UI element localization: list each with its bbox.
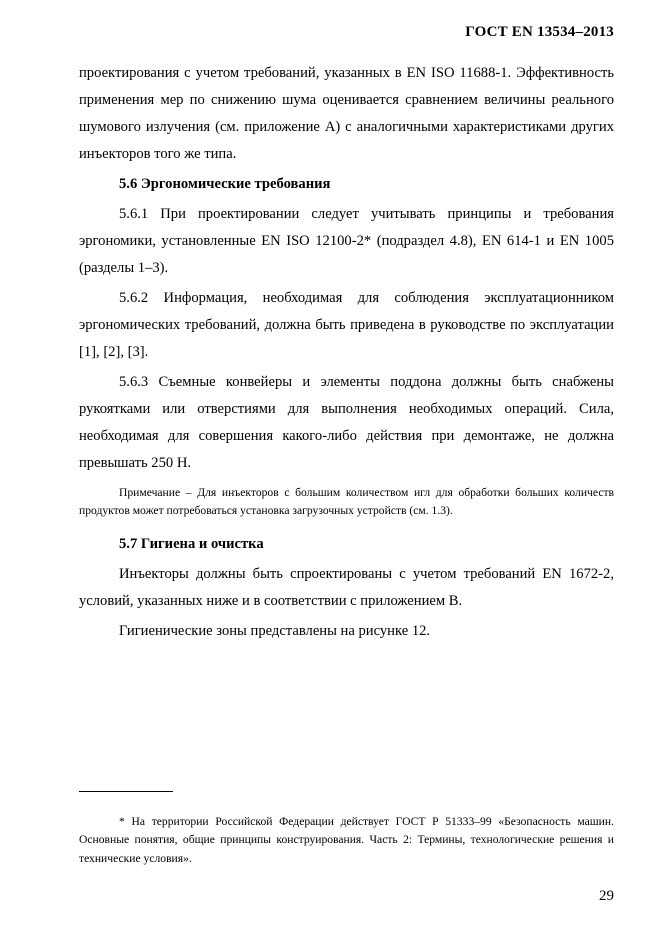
paragraph-5-6-3: 5.6.3 Съемные конвейеры и элементы поддона должны быть снабжены рукоятками или отверстиями для выполнения необходимых операций. Сила, необходимая для совершения какого-либо действия при демонтаже, не должна превышать 250 Н. xyxy=(79,374,614,471)
paragraph-5-7-zones: Гигиенические зоны представлены на рисунке 12. xyxy=(119,623,431,639)
paragraph-5-6-1: 5.6.1 При проектировании следует учитывать принципы и требования эргономики, установленные EN ISO 12100-2* (подраздел 4.8), EN 614-1 и EN 1005 (разделы 1–3). xyxy=(79,206,614,276)
standard-code-header: ГОСТ EN 13534–2013 xyxy=(465,24,614,40)
page-body xyxy=(79,60,614,645)
page-number: 29 xyxy=(599,888,614,904)
paragraph-continuation: проектирования с учетом требований, указанных в EN ISO 11688-1. Эффективность применения мер по снижению шума оценивается сравнением величины реального шумового излучения (см. приложение А) с аналогичными характеристиками других инъекторов того же типа. xyxy=(79,65,614,162)
note-label: Примечание xyxy=(119,486,181,499)
paragraph-5-6-2: 5.6.2 Информация, необходимая для соблюдения эксплуатационником эргономических требований, должна быть приведена в руководстве по эксплуатации [1], [2], [3]. xyxy=(79,290,614,360)
footnote: * На территории Российской Федерации действует ГОСТ Р 51333–99 «Безопасность машин. Основные понятия, общие принципы конструирования. Часть 2: Термины, технологические решения и технические условия». xyxy=(79,814,614,865)
footnote-separator xyxy=(79,791,173,792)
note xyxy=(79,484,614,519)
note-text: – Для инъекторов с большим количеством игл для обработки больших количеств продуктов может потребоваться установка загрузочных устройств (см. 1.3). xyxy=(79,486,614,517)
paragraph-5-7-requirements: Инъекторы должны быть спроектированы с учетом требований EN 1672-2, условий, указанных ниже и в соответствии с приложением В. xyxy=(79,566,614,609)
section-5-7-heading: 5.7 Гигиена и очистка xyxy=(119,536,264,552)
section-5-6-heading: 5.6 Эргономические требования xyxy=(119,176,331,192)
